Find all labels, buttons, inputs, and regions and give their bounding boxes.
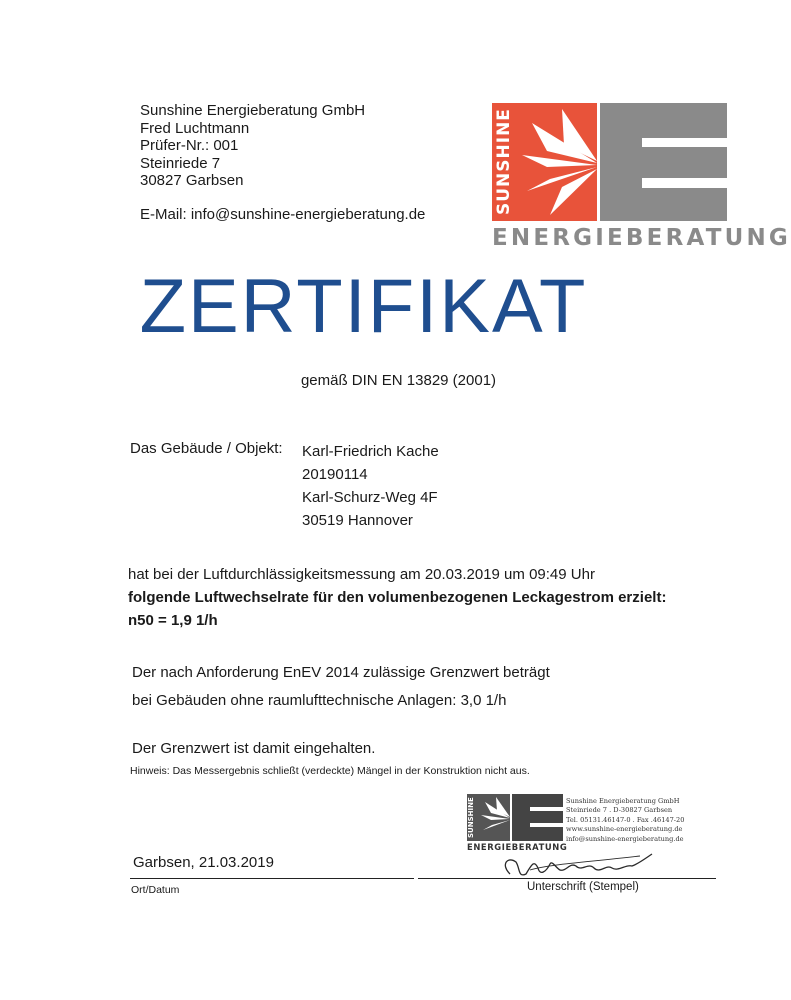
issuer-examiner-no: Prüfer-Nr.: 001 [140,137,239,154]
stamp-e-middle [512,811,563,823]
place-date-line [130,878,414,879]
stamp-vertical-text: SUNSHINE [467,797,475,838]
place-date-label: Ort/Datum [131,884,180,896]
stamp-line: Steinriede 7 . D-30827 Garbsen [566,806,673,815]
issuer-email: E-Mail: info@sunshine-energieberatung.de [140,206,426,223]
signature-label: Unterschrift (Stempel) [527,881,639,893]
logo-vertical-text: SUNSHINE [494,108,514,216]
object-label: Das Gebäude / Objekt: [130,440,283,457]
measurement-line-2: folgende Luftwechselrate für den volumenbezogenen Leckagestrom erzielt: [128,589,667,606]
logo-wordmark: ENERGIEBERATUNG [492,225,791,251]
issuer-company: Sunshine Energieberatung GmbH [140,102,366,119]
object-owner: Karl-Friedrich Kache [302,443,439,460]
object-details [302,440,439,532]
norm-reference: gemäß DIN EN 13829 (2001) [300,372,497,389]
place-date: Garbsen, 21.03.2019 [133,854,274,871]
issuer-street: Steinriede 7 [140,154,221,172]
stamp-line: info@sunshine-energieberatung.de [566,834,684,843]
logo-e-middle [600,147,727,178]
signature-line [418,878,716,879]
stamp-line: Tel. 05131.46147-0 . Fax .46147-20 [566,815,685,824]
logo-e-bottom [600,188,727,221]
limit-line-2: bei Gebäuden ohne raumlufttechnische Anlagen: 3,0 1/h [132,692,507,709]
object-number: 20190114 [302,466,368,483]
stamp-wordmark: ENERGIEBERATUNG [467,842,568,852]
issuer-address [140,102,365,190]
measurement-result-value: n50 = 1,9 1/h [128,612,218,629]
limit-line-1: Der nach Anforderung EnEV 2014 zulässige Grenzwert beträgt [132,664,550,681]
stamp-e-top [512,794,563,807]
measurement-line-1: hat bei der Luftdurchlässigkeitsmessung am 20.03.2019 um 09:49 Uhr [128,566,595,583]
stamp-line: www.sunshine-energieberatung.de [566,825,683,834]
issuer-city: 30827 Garbsen [140,172,244,189]
issuer-name: Fred Luchtmann [140,119,250,137]
result-statement: Der Grenzwert ist damit eingehalten. [132,740,376,757]
hint-note: Hinweis: Das Messergebnis schließt (verdeckte) Mängel in der Konstruktion nicht aus. [130,765,530,777]
stamp-line: Sunshine Energieberatung GmbH [566,797,680,805]
object-street: Karl-Schurz-Weg 4F [302,489,438,506]
company-logo [492,103,791,253]
object-city: 30519 Hannover [302,512,413,529]
sun-rays-icon [492,103,597,221]
certificate-title: ZERTIFIKAT [139,264,588,349]
logo-red-block [492,103,597,221]
logo-e-top [600,103,727,138]
